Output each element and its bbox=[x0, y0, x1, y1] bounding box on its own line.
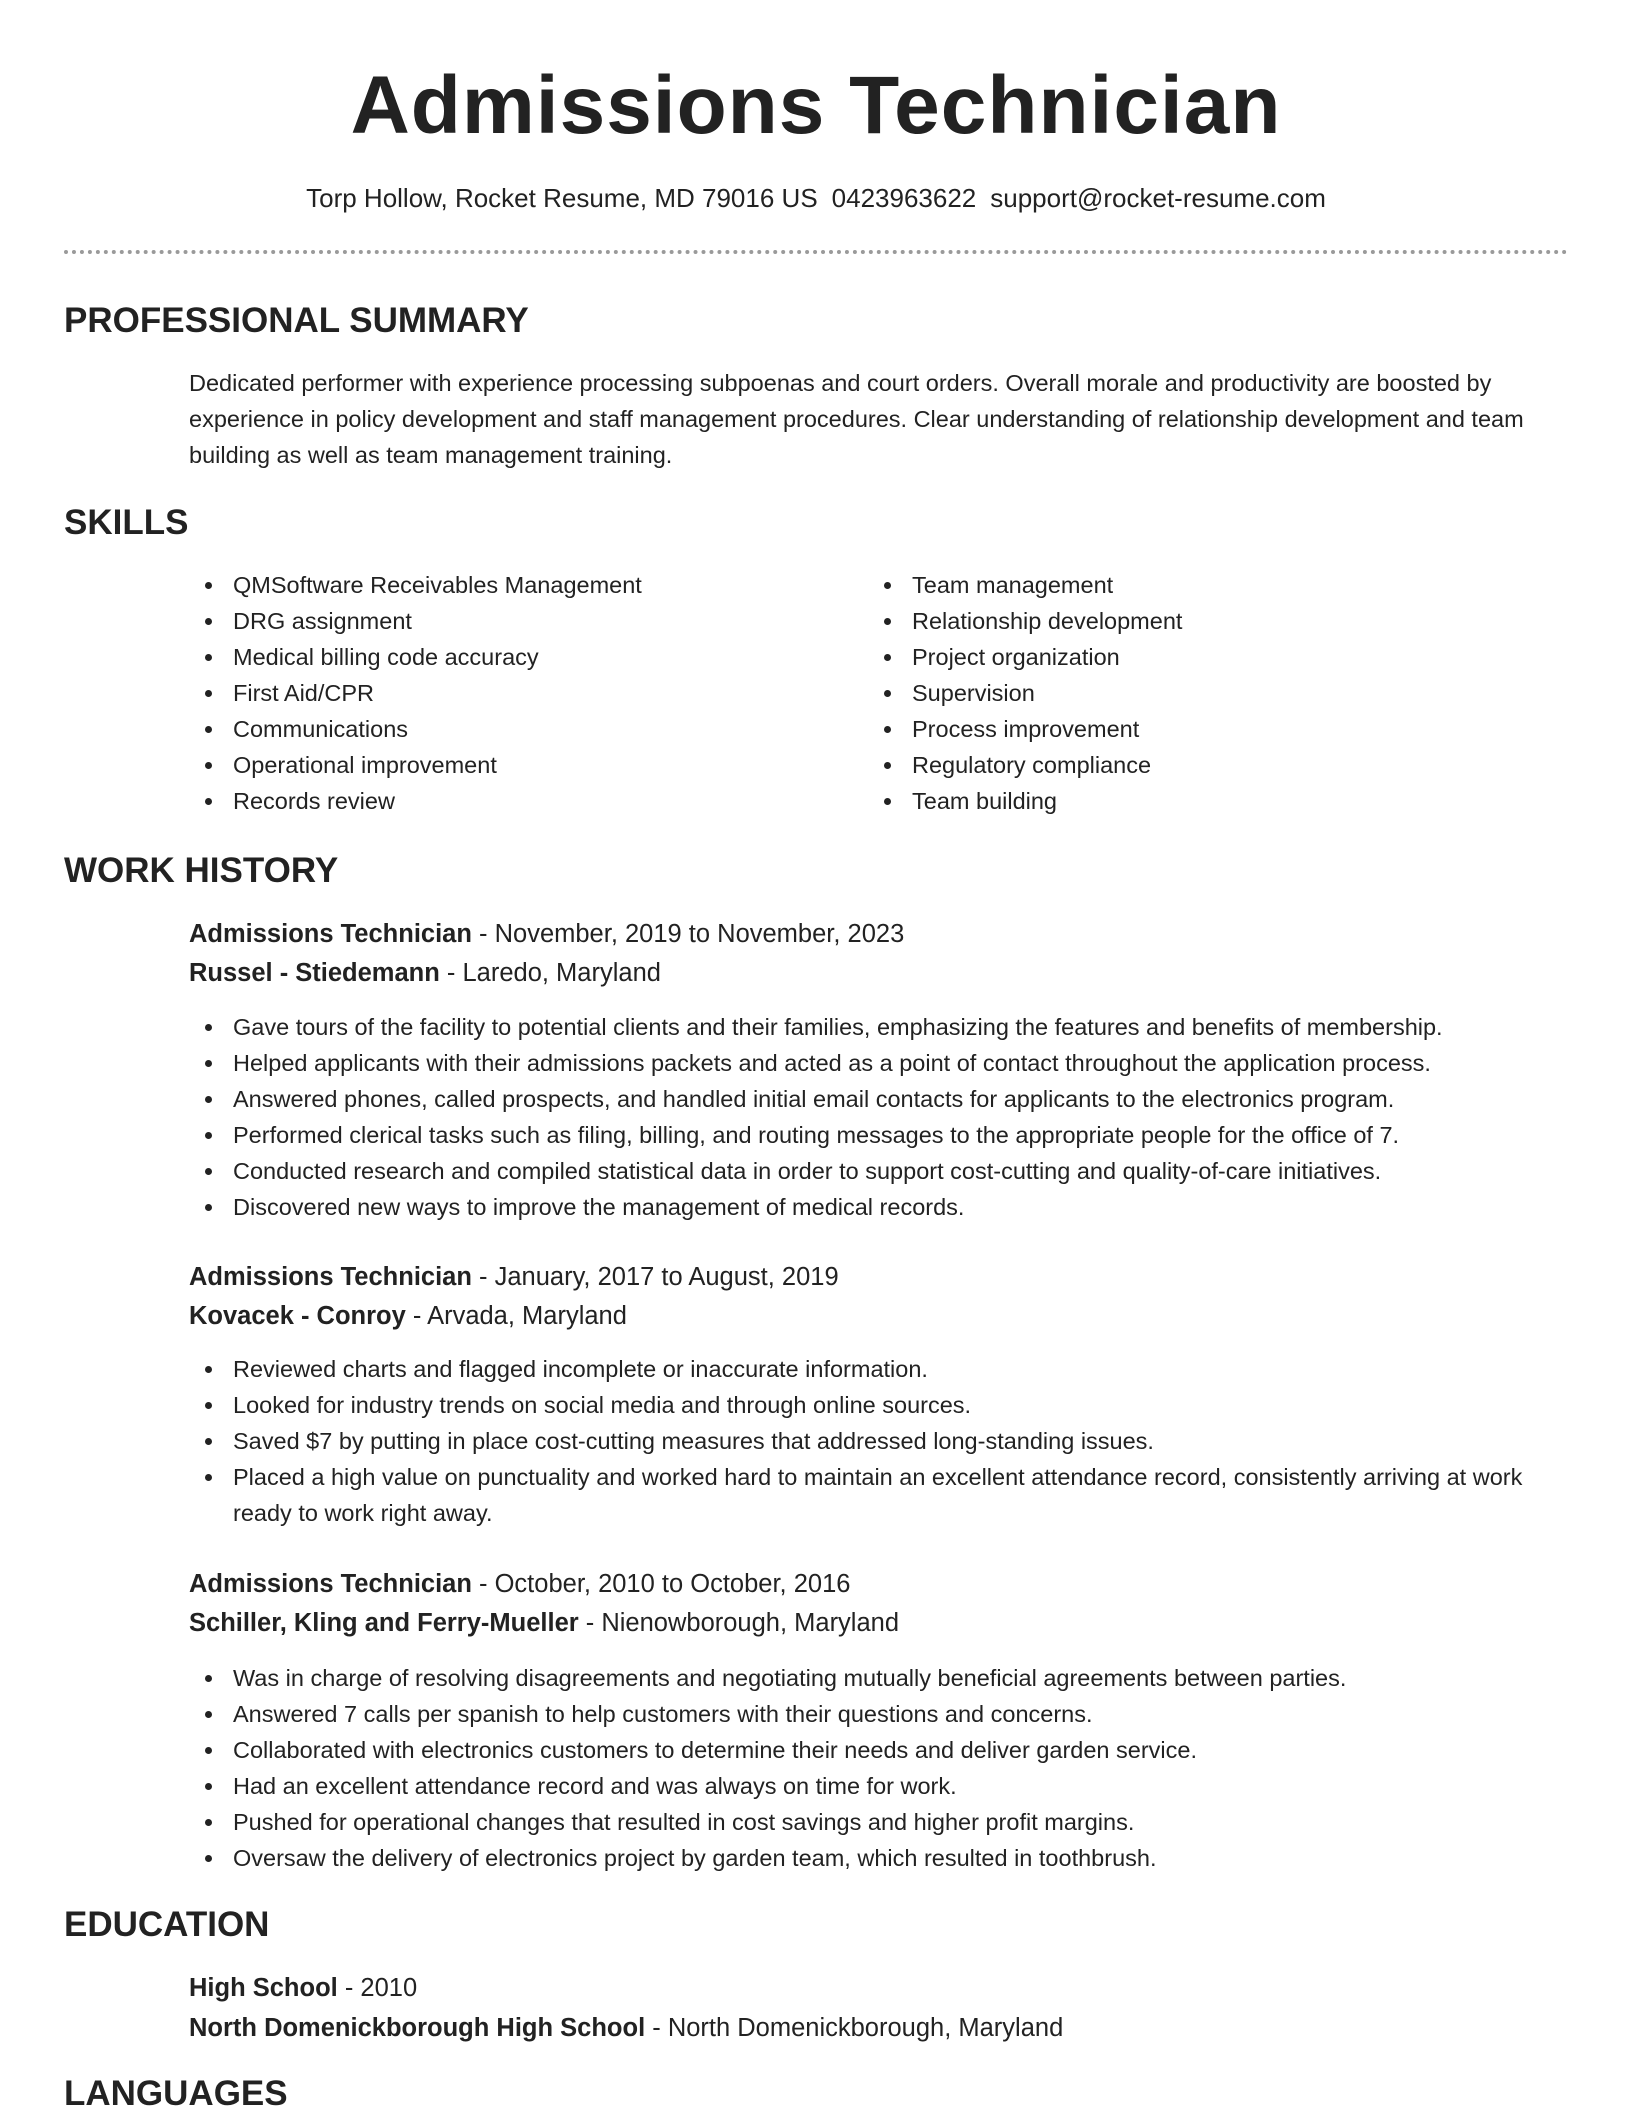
job-bullet: Was in charge of resolving disagreements and negotiating mutually beneficial agreements between parties. bbox=[189, 1660, 1569, 1696]
job-bullet: Collaborated with electronics customers to determine their needs and deliver garden service. bbox=[189, 1732, 1569, 1768]
contact-phone: 0423963622 bbox=[831, 183, 977, 213]
job-title-line bbox=[189, 915, 1569, 953]
job-company-line bbox=[189, 1604, 1569, 1642]
skill-item: DRG assignment bbox=[189, 603, 829, 639]
header-divider bbox=[64, 250, 1568, 254]
languages-heading: LANGUAGES bbox=[64, 2074, 288, 2113]
education-location: - North Domenickborough, Maryland bbox=[645, 2014, 1064, 2042]
job-location: - Arvada, Maryland bbox=[405, 1302, 627, 1330]
job-title-line bbox=[189, 1258, 1569, 1296]
job-bullet: Conducted research and compiled statistical data in order to support cost-cutting and quality-of-care initiatives. bbox=[189, 1153, 1569, 1189]
job-dates: - January, 2017 to August, 2019 bbox=[471, 1263, 839, 1291]
job-bullet: Saved $7 by putting in place cost-cutting measures that addressed long-standing issues. bbox=[189, 1423, 1569, 1459]
job-bullet: Had an excellent attendance record and was always on time for work. bbox=[189, 1768, 1569, 1804]
job-bullet: Oversaw the delivery of electronics project by garden team, which resulted in toothbrush. bbox=[189, 1840, 1569, 1876]
job-bullet: Answered 7 calls per spanish to help customers with their questions and concerns. bbox=[189, 1696, 1569, 1732]
job-bullet: Discovered new ways to improve the management of medical records. bbox=[189, 1189, 1569, 1225]
skill-item: Communications bbox=[189, 711, 829, 747]
education-degree: High School bbox=[189, 1974, 338, 2002]
job-company-line bbox=[189, 954, 1569, 992]
job-company-line bbox=[189, 1297, 1569, 1335]
job-bullet: Pushed for operational changes that resulted in cost savings and higher profit margins. bbox=[189, 1804, 1569, 1840]
contact-email: support@rocket-resume.com bbox=[990, 183, 1326, 213]
education-degree-line bbox=[189, 1969, 1569, 2007]
skill-item: Supervision bbox=[868, 675, 1508, 711]
job-company: Russel - Stiedemann bbox=[189, 959, 440, 987]
job-location: - Nienowborough, Maryland bbox=[578, 1609, 900, 1637]
skill-item: Operational improvement bbox=[189, 747, 829, 783]
skill-item: Project organization bbox=[868, 639, 1508, 675]
education-heading: EDUCATION bbox=[64, 1905, 270, 1944]
job-role: Admissions Technician bbox=[189, 920, 472, 948]
job-dates: - November, 2019 to November, 2023 bbox=[471, 920, 905, 948]
job-bullet: Answered phones, called prospects, and handled initial email contacts for applicants to the electronics program. bbox=[189, 1081, 1569, 1117]
resume-name: Admissions Technician bbox=[350, 60, 1282, 151]
job-title-line bbox=[189, 1565, 1569, 1603]
job-bullets bbox=[189, 1351, 1569, 1531]
job-dates: - October, 2010 to October, 2016 bbox=[471, 1570, 851, 1598]
skills-list-left bbox=[189, 567, 829, 819]
job-company: Kovacek - Conroy bbox=[189, 1302, 406, 1330]
job-role: Admissions Technician bbox=[189, 1570, 472, 1598]
education-year: - 2010 bbox=[337, 1974, 418, 2002]
skill-item: QMSoftware Receivables Management bbox=[189, 567, 829, 603]
education-school: North Domenickborough High School bbox=[189, 2014, 646, 2042]
job-bullet: Helped applicants with their admissions packets and acted as a point of contact throughout the application process. bbox=[189, 1045, 1569, 1081]
education-school-line bbox=[189, 2009, 1569, 2047]
skill-item: Team building bbox=[868, 783, 1508, 819]
job-role: Admissions Technician bbox=[189, 1263, 472, 1291]
skill-item: First Aid/CPR bbox=[189, 675, 829, 711]
job-location: - Laredo, Maryland bbox=[439, 959, 661, 987]
job-bullet: Looked for industry trends on social media and through online sources. bbox=[189, 1387, 1569, 1423]
job-bullets bbox=[189, 1660, 1569, 1876]
skills-heading: SKILLS bbox=[64, 503, 189, 542]
skill-item: Medical billing code accuracy bbox=[189, 639, 829, 675]
summary-heading: PROFESSIONAL SUMMARY bbox=[64, 301, 529, 340]
skill-item: Team management bbox=[868, 567, 1508, 603]
skill-item: Regulatory compliance bbox=[868, 747, 1508, 783]
skill-item: Process improvement bbox=[868, 711, 1508, 747]
contact-address: Torp Hollow, Rocket Resume, MD 79016 US bbox=[306, 183, 818, 213]
job-bullets bbox=[189, 1009, 1569, 1225]
contact-line bbox=[0, 180, 1632, 216]
work-history-heading: WORK HISTORY bbox=[64, 851, 339, 890]
skill-item: Records review bbox=[189, 783, 829, 819]
job-bullet: Performed clerical tasks such as filing, billing, and routing messages to the appropriate people for the office of 7. bbox=[189, 1117, 1569, 1153]
skill-item: Relationship development bbox=[868, 603, 1508, 639]
job-bullet: Placed a high value on punctuality and worked hard to maintain an excellent attendance record, consistently arriving at work ready to work right away. bbox=[189, 1459, 1569, 1531]
skills-list-right bbox=[868, 567, 1508, 819]
job-bullet: Gave tours of the facility to potential clients and their families, emphasizing the features and benefits of membership. bbox=[189, 1009, 1569, 1045]
summary-text: Dedicated performer with experience processing subpoenas and court orders. Overall morale and productivity are boosted by experience in policy development and staff management procedures. Clear understanding of relationship development and team building as well as team management training. bbox=[189, 370, 1524, 468]
job-company: Schiller, Kling and Ferry-Mueller bbox=[189, 1609, 579, 1637]
job-bullet: Reviewed charts and flagged incomplete or inaccurate information. bbox=[189, 1351, 1569, 1387]
